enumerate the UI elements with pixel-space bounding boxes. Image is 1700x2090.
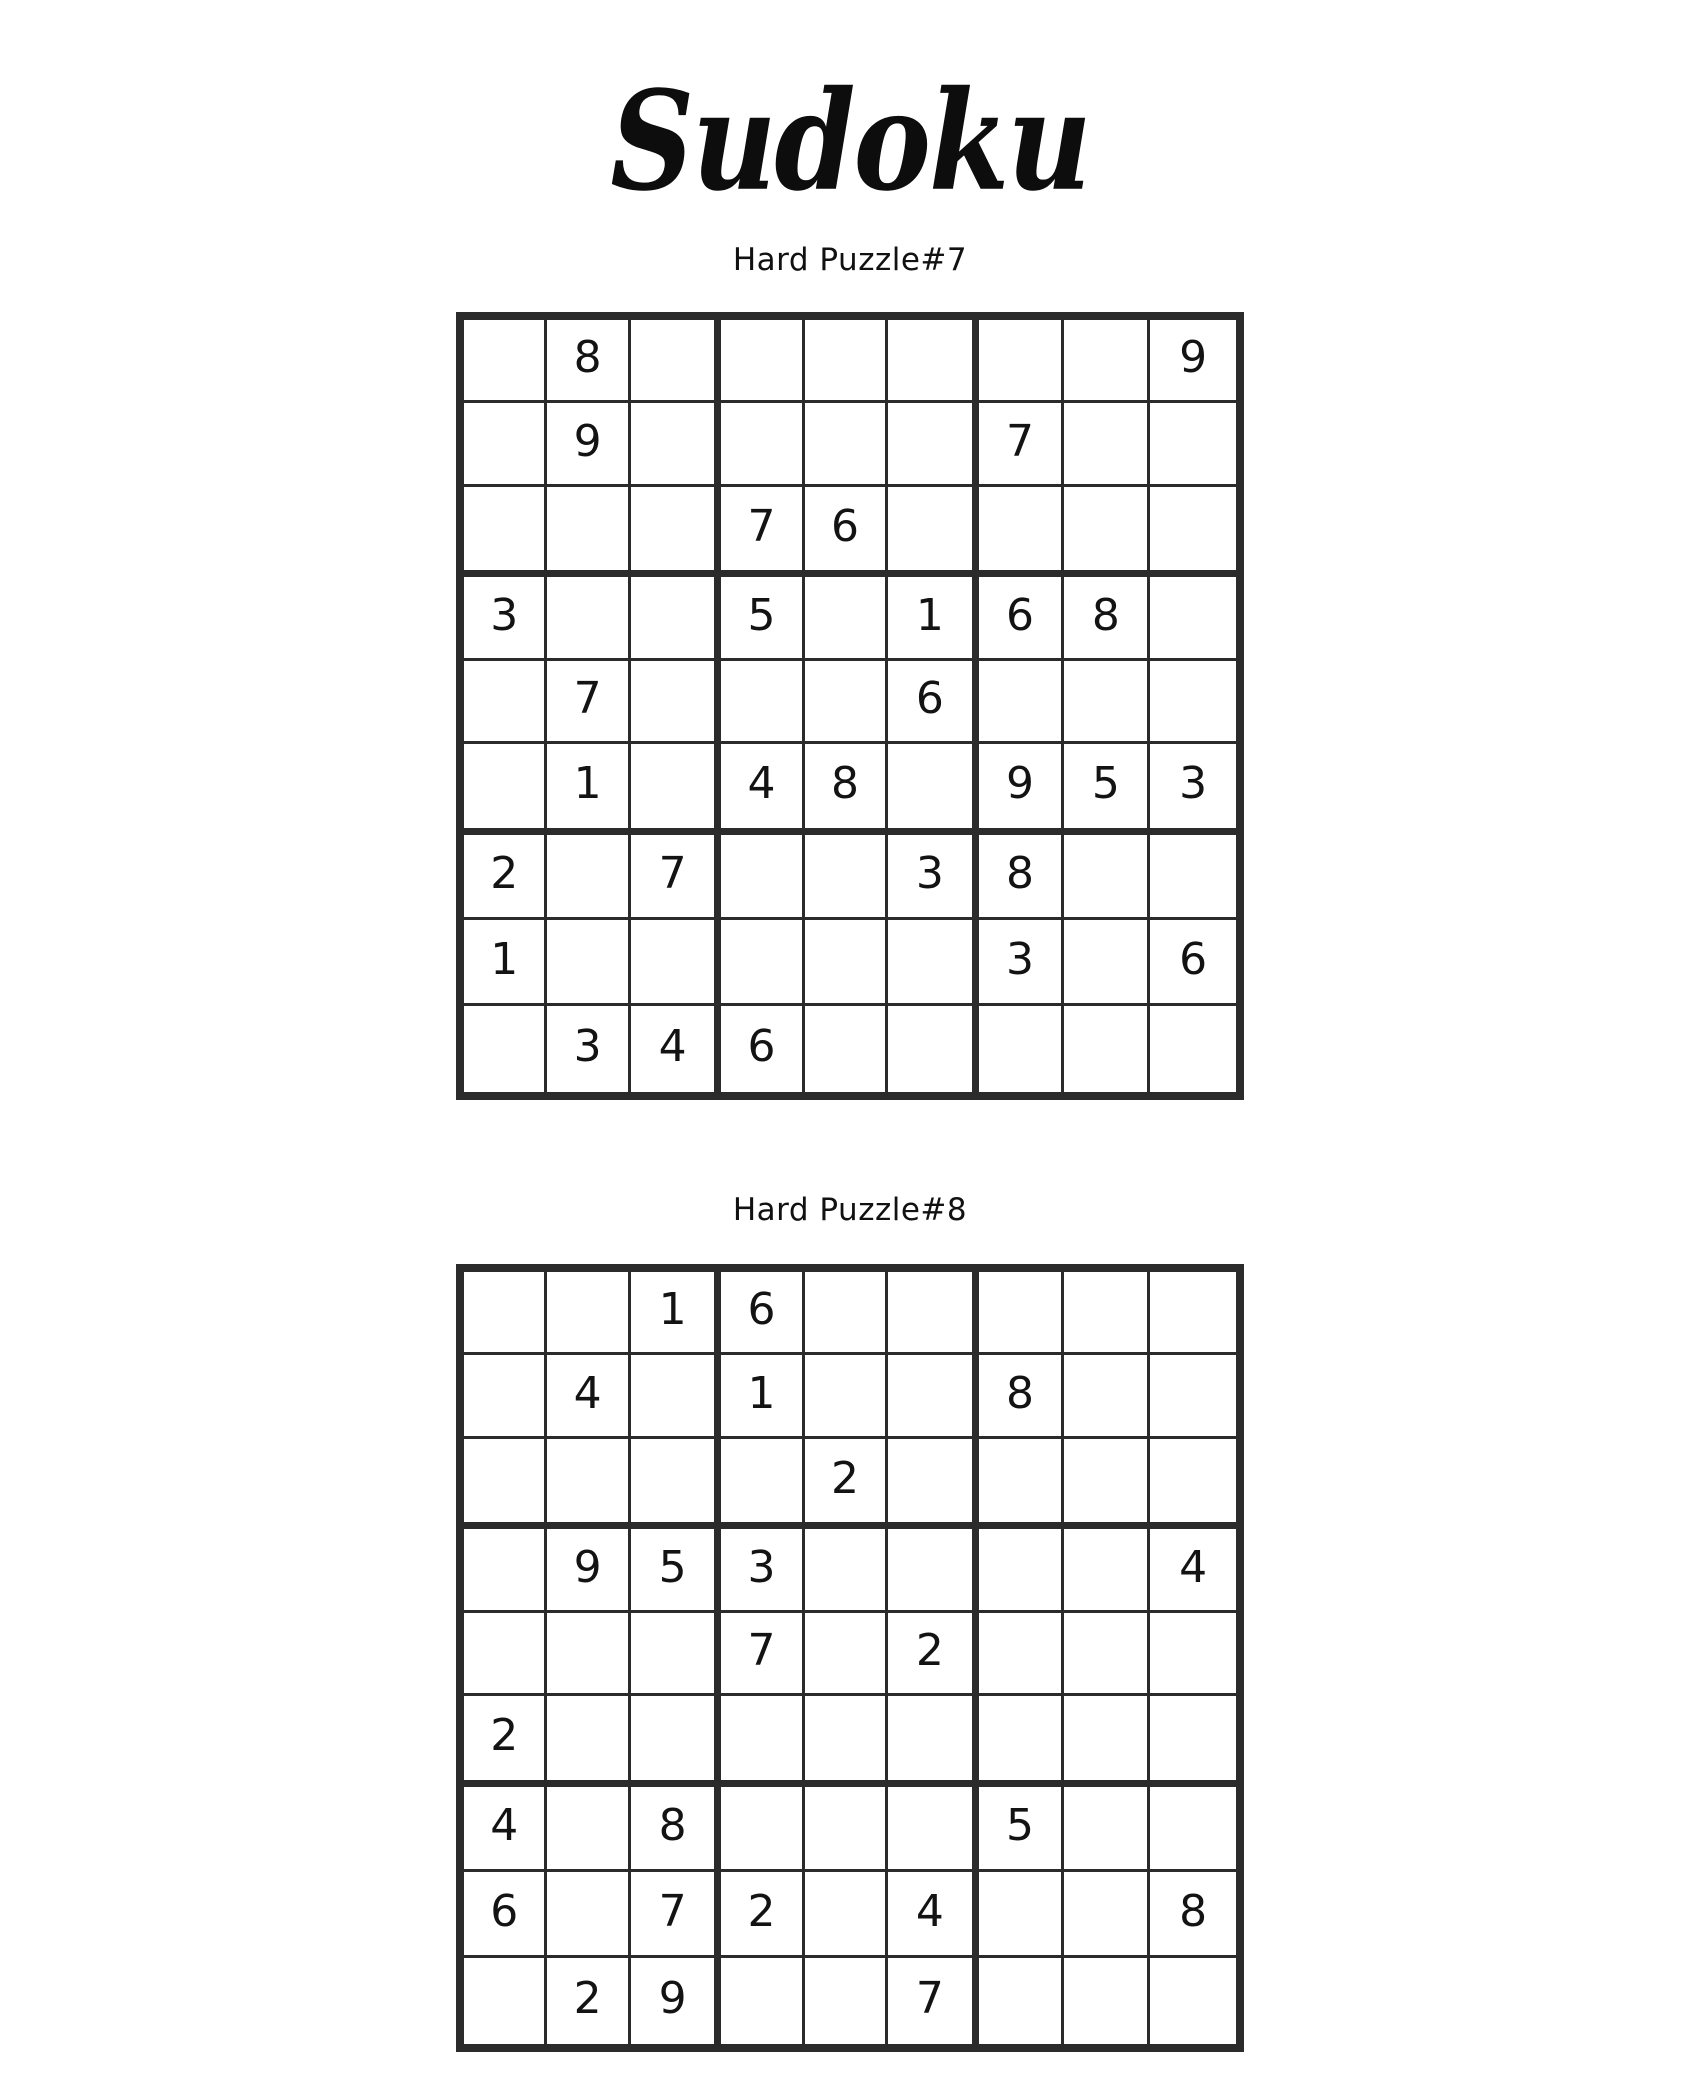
sudoku-cell[interactable] [1064, 920, 1150, 1006]
sudoku-block [721, 1787, 978, 2044]
sudoku-cell[interactable] [1064, 1958, 1150, 2044]
sudoku-cell[interactable] [721, 487, 804, 570]
cell-value: 4 [490, 1800, 519, 1852]
sudoku-cell[interactable] [888, 920, 971, 1006]
sudoku-cell[interactable] [547, 835, 630, 921]
sudoku-cell[interactable] [1150, 487, 1236, 570]
cell-value: 2 [573, 1973, 602, 2025]
sudoku-block [979, 1787, 1236, 2044]
cell-value: 6 [747, 1284, 776, 1336]
sudoku-cell[interactable] [888, 1872, 971, 1958]
sudoku-cell[interactable] [1064, 835, 1150, 921]
sudoku-cell[interactable] [888, 1006, 971, 1092]
cell-value: 7 [747, 500, 776, 552]
sudoku-cell[interactable] [805, 744, 888, 827]
sudoku-cell[interactable] [1064, 744, 1150, 827]
sudoku-cell[interactable] [721, 403, 804, 486]
sudoku-cell[interactable] [888, 577, 971, 660]
cell-value: 8 [658, 1800, 687, 1852]
sudoku-cell[interactable] [805, 1613, 888, 1696]
sudoku-cell[interactable] [1064, 1872, 1150, 1958]
sudoku-cell[interactable] [464, 835, 547, 921]
cell-value: 1 [915, 589, 944, 641]
sudoku-cell[interactable] [547, 1272, 630, 1355]
cell-value: 4 [658, 1021, 687, 1073]
sudoku-cell[interactable] [464, 1872, 547, 1958]
sudoku-cell[interactable] [1150, 920, 1236, 1006]
sudoku-cell[interactable] [979, 1696, 1065, 1779]
sudoku-cell[interactable] [1150, 1272, 1236, 1355]
sudoku-cell[interactable] [464, 1958, 547, 2044]
sudoku-cell[interactable] [631, 1696, 714, 1779]
cell-value: 7 [1006, 415, 1035, 467]
sudoku-cell[interactable] [547, 1006, 630, 1092]
cell-value: 5 [747, 589, 776, 641]
sudoku-cell[interactable] [547, 1355, 630, 1438]
sudoku-cell[interactable] [721, 1529, 804, 1612]
sudoku-cell[interactable] [631, 835, 714, 921]
sudoku-cell[interactable] [547, 1787, 630, 1873]
sudoku-cell[interactable] [631, 320, 714, 403]
sudoku-cell[interactable] [979, 487, 1065, 570]
sudoku-cell[interactable] [464, 661, 547, 744]
sudoku-block [979, 1272, 1236, 1529]
cell-value: 9 [573, 415, 602, 467]
cell-value: 2 [915, 1624, 944, 1676]
sudoku-cell[interactable] [631, 920, 714, 1006]
sudoku-cell[interactable] [888, 744, 971, 827]
sudoku-cell[interactable] [464, 1787, 547, 1873]
sudoku-cell[interactable] [464, 1272, 547, 1355]
cell-value: 5 [658, 1541, 687, 1593]
cell-value: 9 [658, 1973, 687, 2025]
cell-value: 7 [658, 848, 687, 900]
sudoku-cell[interactable] [1150, 1439, 1236, 1522]
sudoku-cell[interactable] [805, 577, 888, 660]
sudoku-cell[interactable] [547, 577, 630, 660]
sudoku-cell[interactable] [888, 1355, 971, 1438]
cell-value: 9 [573, 1541, 602, 1593]
sudoku-cell[interactable] [464, 1613, 547, 1696]
sudoku-block [979, 1529, 1236, 1786]
cell-value: 7 [573, 672, 602, 724]
sudoku-cell[interactable] [805, 1529, 888, 1612]
sudoku-cell[interactable] [1150, 1696, 1236, 1779]
sudoku-cell[interactable] [1064, 487, 1150, 570]
cell-value: 1 [573, 757, 602, 809]
sudoku-cell[interactable] [888, 1787, 971, 1873]
cell-value: 3 [915, 848, 944, 900]
cell-value: 1 [490, 933, 519, 985]
sudoku-cell[interactable] [1064, 577, 1150, 660]
sudoku-cell[interactable] [1150, 1872, 1236, 1958]
sudoku-cell[interactable] [464, 1696, 547, 1779]
sudoku-cell[interactable] [1064, 661, 1150, 744]
sudoku-cell[interactable] [888, 487, 971, 570]
sudoku-cell[interactable] [631, 1355, 714, 1438]
sudoku-cell[interactable] [1064, 403, 1150, 486]
sudoku-cell[interactable] [547, 320, 630, 403]
sudoku-cell[interactable] [805, 1696, 888, 1779]
sudoku-cell[interactable] [631, 1787, 714, 1873]
sudoku-cell[interactable] [888, 661, 971, 744]
sudoku-cell[interactable] [888, 1696, 971, 1779]
sudoku-cell[interactable] [1064, 1439, 1150, 1522]
sudoku-cell[interactable] [721, 920, 804, 1006]
sudoku-cell[interactable] [631, 1613, 714, 1696]
sudoku-block [464, 1787, 721, 2044]
sudoku-cell[interactable] [464, 487, 547, 570]
sudoku-cell[interactable] [721, 1613, 804, 1696]
sudoku-cell[interactable] [805, 403, 888, 486]
sudoku-cell[interactable] [547, 1529, 630, 1612]
sudoku-block [464, 1529, 721, 1786]
sudoku-cell[interactable] [1150, 577, 1236, 660]
sudoku-cell[interactable] [979, 1958, 1065, 2044]
sudoku-cell[interactable] [631, 1006, 714, 1092]
sudoku-cell[interactable] [1150, 1006, 1236, 1092]
cell-value: 8 [573, 332, 602, 384]
sudoku-block [721, 577, 978, 834]
cell-value: 5 [1006, 1800, 1035, 1852]
cell-value: 5 [1091, 757, 1120, 809]
sudoku-cell[interactable] [464, 1529, 547, 1612]
sudoku-cell[interactable] [721, 1355, 804, 1438]
puzzle-title-1: Hard Puzzle#7 [732, 242, 968, 278]
sudoku-cell[interactable] [1150, 1613, 1236, 1696]
sudoku-cell[interactable] [631, 577, 714, 660]
sudoku-cell[interactable] [547, 1439, 630, 1522]
puzzle-section-1 [0, 242, 1700, 1100]
cell-value: 7 [658, 1885, 687, 1937]
cell-value: 4 [915, 1885, 944, 1937]
sudoku-cell[interactable] [721, 1958, 804, 2044]
cell-value: 1 [658, 1284, 687, 1336]
sudoku-cell[interactable] [805, 487, 888, 570]
sudoku-cell[interactable] [979, 744, 1065, 827]
sudoku-cell[interactable] [721, 1006, 804, 1092]
sudoku-cell[interactable] [979, 920, 1065, 1006]
sudoku-cell[interactable] [979, 1439, 1065, 1522]
sudoku-cell[interactable] [979, 1529, 1065, 1612]
sudoku-cell[interactable] [631, 1958, 714, 2044]
sudoku-cell[interactable] [464, 744, 547, 827]
sudoku-block [464, 1272, 721, 1529]
cell-value: 6 [915, 672, 944, 724]
sudoku-cell[interactable] [805, 1872, 888, 1958]
sudoku-cell[interactable] [979, 1613, 1065, 1696]
sudoku-cell[interactable] [721, 320, 804, 403]
cell-value: 9 [1006, 757, 1035, 809]
cell-value: 8 [1006, 1367, 1035, 1419]
sudoku-block [979, 577, 1236, 834]
sudoku-cell[interactable] [979, 1872, 1065, 1958]
cell-value: 8 [1091, 589, 1120, 641]
sudoku-cell[interactable] [547, 744, 630, 827]
sudoku-cell[interactable] [888, 835, 971, 921]
sudoku-cell[interactable] [1150, 403, 1236, 486]
sudoku-cell[interactable] [888, 1529, 971, 1612]
puzzle-section-2 [0, 1192, 1700, 2052]
sudoku-cell[interactable] [1064, 1006, 1150, 1092]
sudoku-cell[interactable] [805, 1006, 888, 1092]
sudoku-cell[interactable] [805, 1355, 888, 1438]
sudoku-cell[interactable] [1150, 1355, 1236, 1438]
cell-value: 3 [1179, 757, 1208, 809]
cell-value: 3 [490, 589, 519, 641]
sudoku-cell[interactable] [631, 1439, 714, 1522]
sudoku-cell[interactable] [464, 403, 547, 486]
sudoku-cell[interactable] [721, 1787, 804, 1873]
sudoku-cell[interactable] [631, 403, 714, 486]
sudoku-cell[interactable] [547, 661, 630, 744]
sudoku-cell[interactable] [1150, 835, 1236, 921]
sudoku-cell[interactable] [547, 1613, 630, 1696]
puzzle-title-2: Hard Puzzle#8 [732, 1192, 968, 1228]
sudoku-cell[interactable] [888, 1613, 971, 1696]
cell-value: 4 [573, 1367, 602, 1419]
cell-value: 2 [490, 848, 519, 900]
sudoku-cell[interactable] [888, 320, 971, 403]
sudoku-cell[interactable] [721, 835, 804, 921]
sudoku-cell[interactable] [1064, 1355, 1150, 1438]
sudoku-cell[interactable] [721, 744, 804, 827]
cell-value: 6 [490, 1885, 519, 1937]
sudoku-cell[interactable] [547, 1958, 630, 2044]
sudoku-grid-1[interactable] [456, 312, 1244, 1100]
sudoku-cell[interactable] [805, 835, 888, 921]
cell-value: 3 [573, 1021, 602, 1073]
sudoku-block [464, 577, 721, 834]
sudoku-cell[interactable] [888, 1272, 971, 1355]
sudoku-cell[interactable] [979, 403, 1065, 486]
sudoku-cell[interactable] [464, 1439, 547, 1522]
sudoku-block [721, 1272, 978, 1529]
cell-value: 9 [1179, 332, 1208, 384]
sudoku-cell[interactable] [721, 577, 804, 660]
sudoku-cell[interactable] [631, 487, 714, 570]
cell-value: 1 [747, 1367, 776, 1419]
sudoku-cell[interactable] [805, 1958, 888, 2044]
cell-value: 2 [490, 1709, 519, 1761]
sudoku-cell[interactable] [464, 1355, 547, 1438]
sudoku-cell[interactable] [631, 744, 714, 827]
cell-value: 8 [1179, 1885, 1208, 1937]
cell-value: 8 [1006, 848, 1035, 900]
sudoku-cell[interactable] [547, 487, 630, 570]
cell-value: 3 [1006, 933, 1035, 985]
cell-value: 3 [747, 1541, 776, 1593]
sudoku-cell[interactable] [1064, 1696, 1150, 1779]
sudoku-cell[interactable] [1150, 1529, 1236, 1612]
sudoku-cell[interactable] [888, 1958, 971, 2044]
cell-value: 2 [747, 1885, 776, 1937]
sudoku-cell[interactable] [1150, 320, 1236, 403]
sudoku-cell[interactable] [721, 661, 804, 744]
cell-value: 4 [747, 757, 776, 809]
sudoku-cell[interactable] [979, 1006, 1065, 1092]
sudoku-cell[interactable] [979, 661, 1065, 744]
sudoku-cell[interactable] [547, 403, 630, 486]
sudoku-block [464, 835, 721, 1092]
sudoku-cell[interactable] [631, 1272, 714, 1355]
sudoku-block [464, 320, 721, 577]
sudoku-block [721, 835, 978, 1092]
sudoku-cell[interactable] [1150, 1787, 1236, 1873]
cell-value: 4 [1179, 1541, 1208, 1593]
sudoku-cell[interactable] [1064, 1787, 1150, 1873]
sudoku-cell[interactable] [1150, 1958, 1236, 2044]
sudoku-cell[interactable] [631, 1872, 714, 1958]
sudoku-cell[interactable] [464, 577, 547, 660]
cell-value: 6 [830, 500, 859, 552]
page-title: Sudoku [610, 61, 1090, 222]
sudoku-cell[interactable] [805, 1439, 888, 1522]
sudoku-cell[interactable] [631, 1529, 714, 1612]
cell-value: 6 [747, 1021, 776, 1073]
sudoku-cell[interactable] [805, 1787, 888, 1873]
sudoku-cell[interactable] [464, 320, 547, 403]
sudoku-cell[interactable] [721, 1872, 804, 1958]
sudoku-cell[interactable] [805, 320, 888, 403]
sudoku-cell[interactable] [805, 1272, 888, 1355]
sudoku-block [721, 320, 978, 577]
sudoku-cell[interactable] [721, 1272, 804, 1355]
sudoku-cell[interactable] [464, 920, 547, 1006]
sudoku-block [979, 320, 1236, 577]
sudoku-cell[interactable] [631, 661, 714, 744]
sudoku-cell[interactable] [1064, 320, 1150, 403]
sudoku-cell[interactable] [1064, 1529, 1150, 1612]
sudoku-cell[interactable] [547, 920, 630, 1006]
sudoku-cell[interactable] [547, 1696, 630, 1779]
sudoku-cell[interactable] [888, 403, 971, 486]
sudoku-cell[interactable] [979, 320, 1065, 403]
sudoku-cell[interactable] [721, 1439, 804, 1522]
sudoku-cell[interactable] [888, 1439, 971, 1522]
sudoku-grid-2[interactable] [456, 1264, 1244, 2052]
sudoku-cell[interactable] [464, 1006, 547, 1092]
sudoku-block [721, 1529, 978, 1786]
cell-value: 7 [915, 1973, 944, 2025]
sudoku-cell[interactable] [805, 920, 888, 1006]
sudoku-cell[interactable] [1064, 1613, 1150, 1696]
cell-value: 2 [830, 1452, 859, 1504]
sudoku-cell[interactable] [979, 1787, 1065, 1873]
sudoku-cell[interactable] [1150, 744, 1236, 827]
sudoku-block [979, 835, 1236, 1092]
sudoku-cell[interactable] [1064, 1272, 1150, 1355]
cell-value: 6 [1006, 589, 1035, 641]
cell-value: 6 [1179, 933, 1208, 985]
sudoku-cell[interactable] [1150, 661, 1236, 744]
sudoku-cell[interactable] [979, 577, 1065, 660]
sudoku-cell[interactable] [547, 1872, 630, 1958]
sudoku-cell[interactable] [979, 835, 1065, 921]
cell-value: 8 [830, 757, 859, 809]
sudoku-cell[interactable] [805, 661, 888, 744]
cell-value: 7 [747, 1624, 776, 1676]
sudoku-cell[interactable] [979, 1355, 1065, 1438]
sudoku-cell[interactable] [721, 1696, 804, 1779]
sudoku-cell[interactable] [979, 1272, 1065, 1355]
